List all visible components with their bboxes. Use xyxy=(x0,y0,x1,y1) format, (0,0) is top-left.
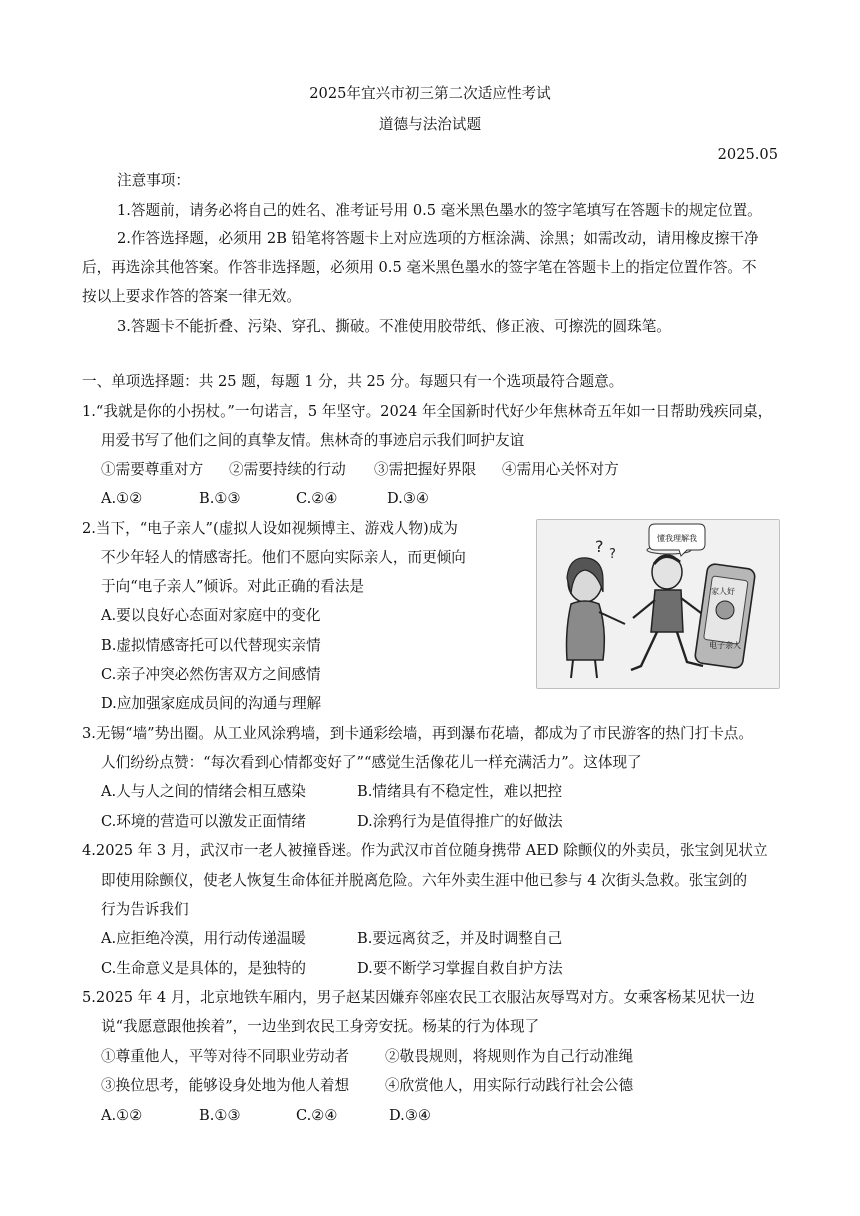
q1-statement: ③需把握好界限 xyxy=(374,461,477,478)
q4-options-row-1 xyxy=(101,929,562,949)
q3-option-d[interactable]: D.涂鸦行为是值得推广的好做法 xyxy=(357,813,563,830)
q5-statement: ①尊重他人，平等对待不同职业劳动者 xyxy=(101,1048,350,1065)
notice-item-1: 1.答题前，请务必将自己的姓名、准考证号用 0.5 毫米黑色墨水的签字笔填写在答题卡的规定位置。 xyxy=(117,202,762,219)
q1-line-2: 用爱书写了他们之间的真挚友情。焦林奇的事迹启示我们呵护友谊 xyxy=(101,432,525,449)
q1-option-b[interactable]: B.①③ xyxy=(199,490,241,507)
q4-option-c[interactable]: C.生命意义是具体的，是独特的 xyxy=(101,960,307,977)
notice-item-3: 3.答题卡不能折叠、污染、穿孔、撕破。不准使用胶带纸、修正液、可擦洗的圆珠笔。 xyxy=(117,318,671,335)
q3-option-c[interactable]: C.环境的营造可以激发正面情绪 xyxy=(101,813,307,830)
notice-item-2-line-3: 按以上要求作答的答案一律无效。 xyxy=(82,288,301,305)
notice-heading: 注意事项： xyxy=(117,172,190,189)
q2-option-b[interactable]: B.虚拟情感寄托可以代替现实亲情 xyxy=(101,637,321,654)
phone-label: 电子亲人 xyxy=(709,641,741,650)
q3-line-2: 人们纷纷点赞：“每次看到心情都变好了”“感觉生活像花儿一样充满活力”。这体现了 xyxy=(101,754,642,771)
q4-option-d[interactable]: D.要不断学习掌握自救自护方法 xyxy=(357,960,563,977)
q1-statement: ②需要持续的行动 xyxy=(229,461,346,478)
notice-item-2-line-1: 2.作答选择题，必须用 2B 铅笔将答题卡上对应选项的方框涂满、涂黑；如需改动，请用橡皮擦干净 xyxy=(117,230,759,247)
section-heading: 一、单项选择题：共 25 题，每题 1 分，共 25 分。每题只有一个选项最符合题意。 xyxy=(82,373,624,390)
q4-option-a[interactable]: A.应拒绝冷漠，用行动传递温暖 xyxy=(101,930,306,947)
q2-option-d[interactable]: D.应加强家庭成员间的沟通与理解 xyxy=(101,695,322,712)
q4-line-1: 4.2025 年 3 月，武汉市一老人被撞昏迷。作为武汉市首位随身携带 AED 除颤仪的外卖员，张宝剑见状立 xyxy=(82,842,768,859)
q3-option-b[interactable]: B.情绪具有不稳定性，难以把控 xyxy=(357,783,563,800)
q3-option-a[interactable]: A.人与人之间的情绪会相互感染 xyxy=(101,783,306,800)
q4-options-row-2 xyxy=(101,959,563,979)
q4-line-3: 行为告诉我们 xyxy=(101,901,189,918)
notice-item-2-line-2: 后，再选涂其他答案。作答非选择题，必须用 0.5 毫米黑色墨水的签字笔在答题卡上的指定位置作答。不 xyxy=(82,259,757,276)
exam-subtitle: 道德与法治试题 xyxy=(378,116,482,133)
phone-screen-text: 家人好 xyxy=(711,587,735,596)
q5-line-1: 5.2025 年 4 月，北京地铁车厢内，男子赵某因嫌弃邻座农民工衣服沾灰辱骂对方。女乘客杨某见状一边 xyxy=(82,989,755,1006)
q4-option-b[interactable]: B.要远离贫乏，并及时调整自己 xyxy=(357,930,563,947)
q5-statement: ③换位思考，能够设身处地为他人着想 xyxy=(101,1077,350,1094)
q1-option-d[interactable]: D.③④ xyxy=(387,490,429,507)
q5-option-c[interactable]: C.②④ xyxy=(296,1107,338,1124)
q5-statements-row-1 xyxy=(101,1047,633,1067)
q1-option-c[interactable]: C.②④ xyxy=(296,490,338,507)
q5-statements-row-2 xyxy=(101,1076,633,1096)
mother-figure xyxy=(567,537,626,678)
q5-option-a[interactable]: A.①② xyxy=(101,1107,143,1124)
q5-statement: ②敬畏规则，将规则作为自己行动准绳 xyxy=(385,1048,634,1065)
q2-line-1: 2.当下，“电子亲人”(虚拟人设如视频博主、游戏人物)成为 xyxy=(82,520,458,537)
exam-date: 2025.05 xyxy=(717,146,778,163)
q3-options-row-2 xyxy=(101,812,563,832)
q1-options xyxy=(101,489,429,509)
q4-line-2: 即使用除颤仪，使老人恢复生命体征并脱离危险。六年外卖生涯中他已参与 4 次街头急救。张宝剑的 xyxy=(101,872,748,889)
phone-figure xyxy=(694,563,755,669)
q2-option-c[interactable]: C.亲子冲突必然伤害双方之间感情 xyxy=(101,666,321,683)
q2-option-a[interactable]: A.要以良好心态面对家庭中的变化 xyxy=(101,607,321,624)
q5-line-2: 说“我愿意跟他挨着”，一边坐到农民工身旁安抚。杨某的行为体现了 xyxy=(101,1018,540,1035)
q3-line-1: 3.无锡“墙”势出圈。从工业风涂鸦墙，到卡通彩绘墙，再到瀑布花墙，都成为了市民游客的热门打卡点。 xyxy=(82,725,753,742)
q1-option-a[interactable]: A.①② xyxy=(101,490,143,507)
question-marks: ? xyxy=(595,537,604,556)
exam-title: 2025年宜兴市初三第二次适应性考试 xyxy=(309,85,551,102)
q3-options-row-1 xyxy=(101,782,562,802)
q5-options xyxy=(101,1106,431,1126)
q1-line-1: 1.“我就是你的小拐杖。”一句诺言，5 年坚守。2024 年全国新时代好少年焦林奇五年如一日帮助残疾同桌， xyxy=(82,403,773,420)
q1-statements xyxy=(101,460,619,480)
bubble-text: 懂我理解我 xyxy=(657,534,697,543)
q5-option-b[interactable]: B.①③ xyxy=(199,1107,241,1124)
speech-bubble xyxy=(649,524,705,556)
question-marks: ? xyxy=(609,547,616,562)
q2-line-3: 于向“电子亲人”倾诉。对此正确的看法是 xyxy=(101,578,365,595)
q5-option-d[interactable]: D.③④ xyxy=(389,1107,431,1124)
teen-figure xyxy=(631,546,705,670)
q5-statement: ④欣赏他人，用实际行动践行社会公德 xyxy=(385,1077,634,1094)
q2-line-2: 不少年轻人的情感寄托。他们不愿向实际亲人，而更倾向 xyxy=(101,549,466,566)
q1-statement: ④需用心关怀对方 xyxy=(502,461,619,478)
q2-illustration xyxy=(536,519,780,689)
cartoon-electronic-relative-image xyxy=(537,520,779,688)
q1-statement: ①需要尊重对方 xyxy=(101,461,204,478)
